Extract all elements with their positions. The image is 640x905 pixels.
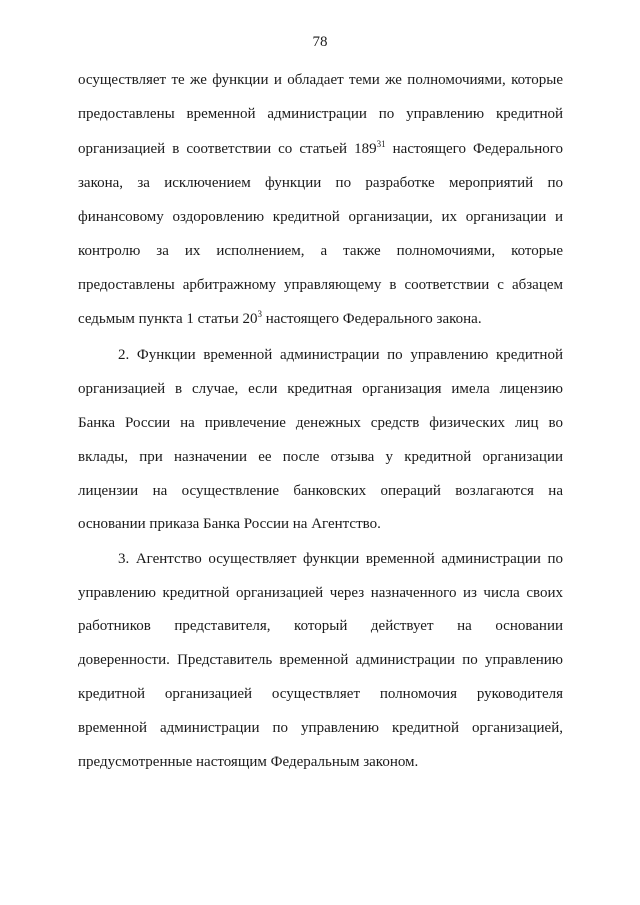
text-line: временной администрации по управлению кредитной организацией, xyxy=(78,720,563,736)
text-line: кредитной организацией осуществляет полномочия руководителя xyxy=(78,686,563,702)
text-fragment: седьмым пункта 1 статьи 20 xyxy=(78,311,258,327)
text-line: организацией в случае, если кредитная организация имела лицензию xyxy=(78,381,563,397)
superscript: 3 xyxy=(257,309,262,319)
text-fragment: настоящего Федерального xyxy=(385,141,563,157)
text-line: осуществляет те же функции и обладает теми же полномочиями, которые xyxy=(78,72,563,88)
text-line: основании приказа Банка России на Агентство. xyxy=(78,516,381,532)
text-line xyxy=(78,309,563,329)
text-line: 3. Агентство осуществляет функции временной администрации по xyxy=(118,551,563,567)
text-line: вклады, при назначении ее после отзыва у кредитной организации xyxy=(78,449,563,465)
text-line: предусмотренные настоящим Федеральным законом. xyxy=(78,754,419,770)
text-line: доверенности. Представитель временной администрации по управлению xyxy=(78,652,563,668)
text-line: 2. Функции временной администрации по управлению кредитной xyxy=(118,347,563,363)
text-line: лицензии на осуществление банковских операций возлагаются на xyxy=(78,483,563,499)
text-line: финансовому оздоровлению кредитной организации, их организации и xyxy=(78,209,563,225)
text-line: работников представителя, который действует на основании xyxy=(78,618,563,634)
page-number: 78 xyxy=(312,34,328,50)
superscript: 31 xyxy=(376,139,386,149)
text-line: контролю за их исполнением, а также полномочиями, которые xyxy=(78,243,563,259)
text-line: предоставлены временной администрации по управлению кредитной xyxy=(78,106,563,122)
text-line xyxy=(78,139,563,159)
text-line: управлению кредитной организацией через назначенного из числа своих xyxy=(78,585,563,601)
text-line: предоставлены арбитражному управляющему в соответствии с абзацем xyxy=(78,277,563,293)
text-fragment: организацией в соответствии со статьей 189 xyxy=(78,141,377,157)
text-line: Банка России на привлечение денежных средств физических лиц во xyxy=(78,415,563,431)
text-fragment: настоящего Федерального закона. xyxy=(261,311,482,327)
text-line: закона, за исключением функции по разработке мероприятий по xyxy=(78,175,563,191)
